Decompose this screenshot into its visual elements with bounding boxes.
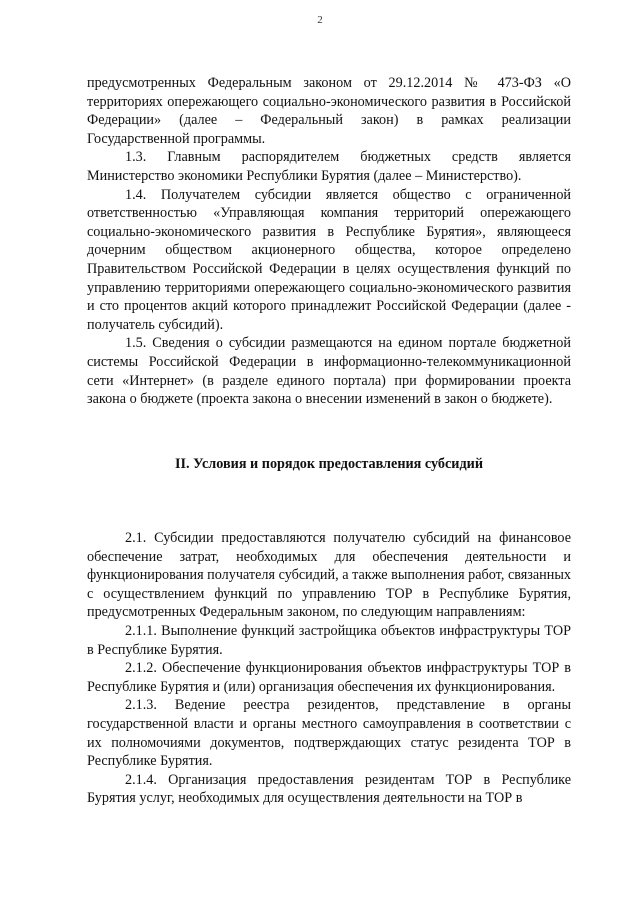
section-1-body <box>87 74 571 409</box>
page-number: 2 <box>317 14 323 26</box>
paragraph-1-4: 1.4. Получателем субсидии является общество с ограниченной ответственностью «Управляющая компания территорий опережающего социально-экономического развития в Республике Бурятия», являющееся дочерним обществом акционерного общества, которое определено Правительством Российской Федерации в целях осуществления функций по управлению территориями опережающего социально-экономического развития и сто процентов акций которого принадлежит Российской Федерации (далее - получатель субсидий). <box>87 186 571 333</box>
paragraph-1-5: 1.5. Сведения о субсидии размещаются на едином портале бюджетной системы Российской Федерации в информационно-телекоммуникационной сети «Интернет» (в разделе единого портала) при формировании проекта закона о бюджете (проекта закона о внесении изменений в закон о бюджете). <box>87 335 571 408</box>
paragraph-2-1-3: 2.1.3. Ведение реестра резидентов, представление в органы государственной власти и органы местного самоуправления в соответствии с их полномочиями документов, подтверждающих статус резидента ТОР в Республике Бурятия. <box>87 697 571 770</box>
paragraph-2-1: 2.1. Субсидии предоставляются получателю субсидий на финансовое обеспечение затрат, необходимых для обеспечения деятельности и функционирования получателя субсидий, а также выполнения работ, связанных с осуществлением функций по управлению ТОР в Республике Бурятия, предусмотренных Федеральным законом, по следующим направлениям: <box>87 530 571 621</box>
paragraph-continuation: предусмотренных Федеральным законом от 29.12.2014 № 473-ФЗ «О территориях опережающего социально-экономического развития в Российской Федерации» (далее – Федеральный закон) в рамках реализации Государственной программы. <box>87 75 571 147</box>
paragraph-1-3: 1.3. Главным распорядителем бюджетных средств является Министерство экономики Республики Бурятия (далее – Министерство). <box>87 149 571 184</box>
paragraph-2-1-4: 2.1.4. Организация предоставления резидентам ТОР в Республике Бурятия услуг, необходимых для осуществления деятельности на ТОР в <box>87 771 571 807</box>
section-2-body <box>87 529 571 808</box>
paragraph-2-1-1: 2.1.1. Выполнение функций застройщика объектов инфраструктуры ТОР в Республике Бурятия. <box>87 622 571 658</box>
section-2-heading: II. Условия и порядок предоставления субсидий <box>174 456 483 472</box>
paragraph-2-1-2: 2.1.2. Обеспечение функционирования объектов инфраструктуры ТОР в Республике Бурятия и (или) организация обеспечения их функционирования. <box>87 660 571 695</box>
